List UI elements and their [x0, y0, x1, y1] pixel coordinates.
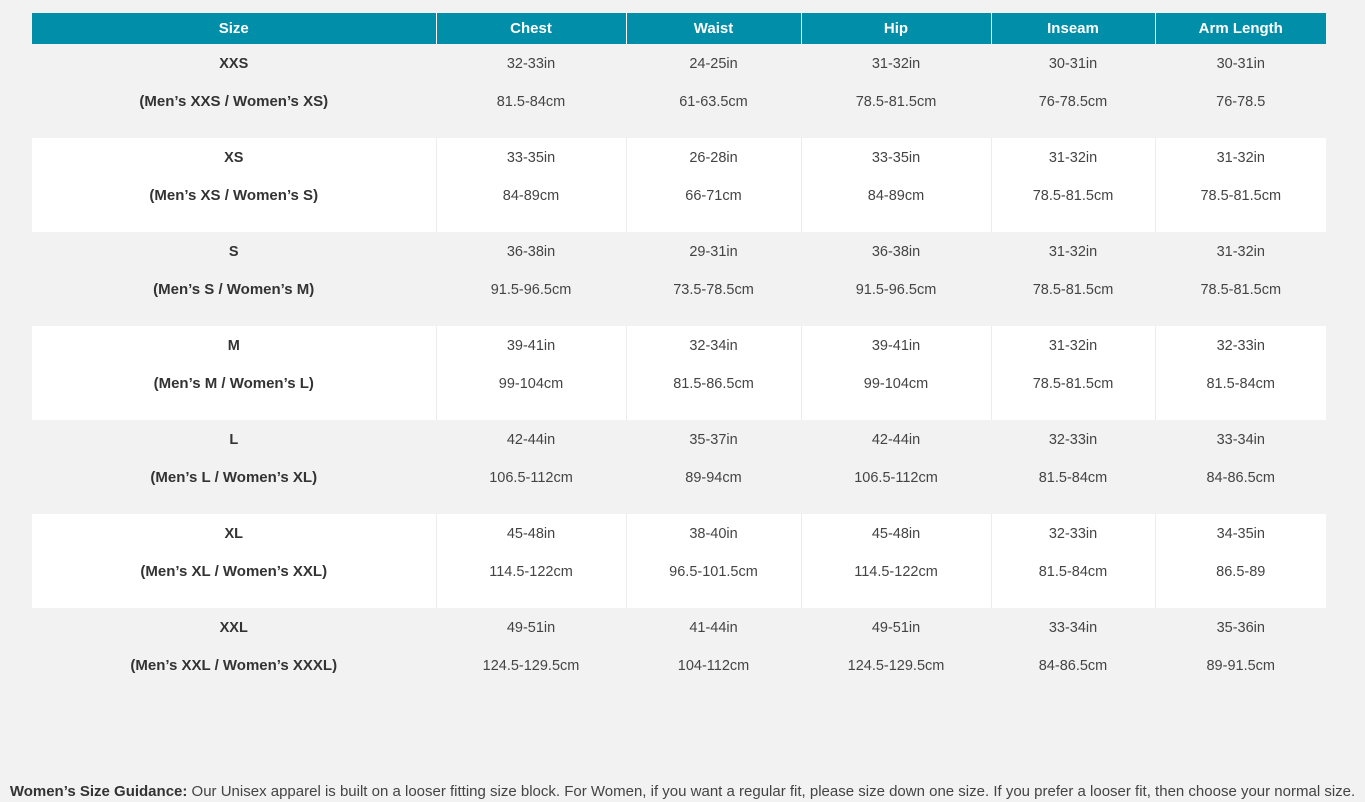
- waist-cell: [626, 326, 801, 420]
- chest-cm: 99-104cm: [498, 376, 564, 392]
- arm-length-cm: 86.5-89: [1216, 564, 1266, 580]
- inseam-cm: 81.5-84cm: [1038, 564, 1108, 580]
- inseam-cm: 81.5-84cm: [1038, 470, 1108, 486]
- size-equivalent: (Men’s L / Women’s XL): [150, 469, 318, 486]
- chest-cell: [436, 232, 626, 326]
- chest-cm: 81.5-84cm: [496, 94, 566, 110]
- size-cell: [32, 326, 436, 420]
- hip-cm: 99-104cm: [863, 376, 929, 392]
- hip-cm: 78.5-81.5cm: [855, 94, 937, 110]
- arm-length-cm: 81.5-84cm: [1206, 376, 1275, 392]
- table-row: [32, 138, 1326, 232]
- hip-inches: 49-51in: [871, 620, 921, 636]
- arm-length-cell: [1155, 608, 1326, 702]
- hip-cm: 84-89cm: [867, 188, 925, 204]
- arm-length-inches: 35-36in: [1216, 620, 1265, 636]
- size-equivalent: (Men’s XXS / Women’s XS): [139, 93, 329, 110]
- chest-cm: 114.5-122cm: [489, 564, 573, 580]
- waist-inches: 41-44in: [689, 620, 738, 636]
- hip-inches: 36-38in: [871, 244, 921, 260]
- size-label: XXS: [219, 56, 249, 72]
- hip-cell: [801, 232, 991, 326]
- table-row: [32, 232, 1326, 326]
- waist-inches: 32-34in: [689, 338, 738, 354]
- waist-inches: 38-40in: [689, 526, 738, 542]
- waist-cm: 104-112cm: [677, 658, 750, 674]
- waist-inches: 29-31in: [689, 244, 738, 260]
- waist-cell: [626, 608, 801, 702]
- waist-cell: [626, 420, 801, 514]
- size-cell: [32, 44, 436, 138]
- header-inseam: Inseam: [991, 13, 1155, 44]
- waist-cm: 89-94cm: [685, 470, 742, 486]
- size-equivalent: (Men’s S / Women’s M): [153, 281, 315, 298]
- inseam-cell: [991, 44, 1155, 138]
- chest-inches: 42-44in: [506, 432, 556, 448]
- size-label: L: [229, 432, 239, 448]
- size-label: S: [228, 244, 239, 260]
- chest-cell: [436, 514, 626, 608]
- arm-length-cell: [1155, 232, 1326, 326]
- inseam-cm: 78.5-81.5cm: [1032, 376, 1114, 392]
- arm-length-cell: [1155, 326, 1326, 420]
- arm-length-cm: 78.5-81.5cm: [1200, 188, 1282, 204]
- waist-inches: 35-37in: [689, 432, 738, 448]
- waist-cm: 73.5-78.5cm: [673, 282, 754, 298]
- hip-cm: 91.5-96.5cm: [855, 282, 937, 298]
- size-cell: [32, 608, 436, 702]
- inseam-cell: [991, 608, 1155, 702]
- waist-inches: 24-25in: [689, 56, 738, 72]
- waist-cell: [626, 44, 801, 138]
- waist-inches: 26-28in: [689, 150, 738, 166]
- size-label: XL: [224, 526, 244, 542]
- header-waist: Waist: [626, 13, 801, 44]
- arm-length-inches: 30-31in: [1216, 56, 1265, 72]
- chest-inches: 39-41in: [506, 338, 556, 354]
- header-size: Size: [32, 13, 436, 44]
- arm-length-inches: 34-35in: [1216, 526, 1265, 542]
- hip-inches: 39-41in: [871, 338, 921, 354]
- waist-cell: [626, 138, 801, 232]
- chest-inches: 45-48in: [506, 526, 556, 542]
- table-row: [32, 326, 1326, 420]
- arm-length-cell: [1155, 514, 1326, 608]
- inseam-cell: [991, 326, 1155, 420]
- hip-cell: [801, 514, 991, 608]
- waist-cm: 96.5-101.5cm: [669, 564, 758, 580]
- size-guidance-note: [0, 781, 1365, 802]
- header-hip: Hip: [801, 13, 991, 44]
- size-equivalent: (Men’s XS / Women’s S): [149, 187, 319, 204]
- table-row: [32, 420, 1326, 514]
- inseam-inches: 30-31in: [1048, 56, 1098, 72]
- arm-length-cm: 84-86.5cm: [1206, 470, 1275, 486]
- chest-cm: 91.5-96.5cm: [490, 282, 572, 298]
- arm-length-inches: 32-33in: [1216, 338, 1265, 354]
- size-cell: [32, 514, 436, 608]
- size-cell: [32, 138, 436, 232]
- waist-cell: [626, 232, 801, 326]
- inseam-cell: [991, 514, 1155, 608]
- inseam-cm: 78.5-81.5cm: [1032, 282, 1114, 298]
- waist-cm: 81.5-86.5cm: [673, 376, 754, 392]
- table-header-row: [32, 13, 1326, 44]
- hip-inches: 31-32in: [871, 56, 921, 72]
- size-label: M: [227, 338, 240, 354]
- arm-length-cm: 89-91.5cm: [1206, 658, 1275, 674]
- arm-length-cell: [1155, 420, 1326, 514]
- arm-length-inches: 33-34in: [1216, 432, 1265, 448]
- size-label: XS: [224, 150, 244, 166]
- table-row: [32, 514, 1326, 608]
- inseam-inches: 33-34in: [1048, 620, 1098, 636]
- inseam-cell: [991, 232, 1155, 326]
- chest-inches: 32-33in: [506, 56, 556, 72]
- hip-cell: [801, 420, 991, 514]
- chest-cell: [436, 608, 626, 702]
- table-row: [32, 44, 1326, 138]
- chest-cm: 124.5-129.5cm: [482, 658, 580, 674]
- inseam-cell: [991, 420, 1155, 514]
- hip-cell: [801, 138, 991, 232]
- chest-cm: 106.5-112cm: [489, 470, 573, 486]
- chest-cell: [436, 326, 626, 420]
- waist-cell: [626, 514, 801, 608]
- chest-cm: 84-89cm: [502, 188, 560, 204]
- inseam-inches: 31-32in: [1048, 338, 1098, 354]
- inseam-cm: 78.5-81.5cm: [1032, 188, 1114, 204]
- hip-cell: [801, 44, 991, 138]
- table-row: [32, 608, 1326, 702]
- inseam-inches: 32-33in: [1048, 526, 1098, 542]
- chest-inches: 33-35in: [506, 150, 556, 166]
- arm-length-inches: 31-32in: [1216, 244, 1265, 260]
- size-label: XXL: [219, 620, 248, 636]
- size-cell: [32, 420, 436, 514]
- size-chart-table: [32, 13, 1326, 702]
- waist-cm: 66-71cm: [685, 188, 742, 204]
- size-equivalent: (Men’s XL / Women’s XXL): [140, 563, 328, 580]
- size-guidance-text: Our Unisex apparel is built on a looser fitting size block. For Women, if you want a regular fit, please size down one size. If you prefer a looser fit, then choose your normal size.: [187, 783, 1356, 800]
- inseam-cm: 76-78.5cm: [1038, 94, 1108, 110]
- hip-cell: [801, 326, 991, 420]
- hip-inches: 42-44in: [871, 432, 921, 448]
- arm-length-cell: [1155, 44, 1326, 138]
- header-arm-length: Arm Length: [1155, 13, 1326, 44]
- inseam-inches: 31-32in: [1048, 150, 1098, 166]
- arm-length-cell: [1155, 138, 1326, 232]
- arm-length-inches: 31-32in: [1216, 150, 1265, 166]
- chest-inches: 36-38in: [506, 244, 556, 260]
- size-equivalent: (Men’s M / Women’s L): [153, 375, 314, 392]
- inseam-inches: 32-33in: [1048, 432, 1098, 448]
- hip-inches: 33-35in: [871, 150, 921, 166]
- hip-cm: 114.5-122cm: [854, 564, 938, 580]
- size-equivalent: (Men’s XXL / Women’s XXXL): [130, 657, 338, 674]
- chest-cell: [436, 44, 626, 138]
- size-guidance-label: Women’s Size Guidance:: [9, 783, 188, 800]
- inseam-inches: 31-32in: [1048, 244, 1098, 260]
- chest-cell: [436, 138, 626, 232]
- waist-cm: 61-63.5cm: [679, 94, 748, 110]
- size-cell: [32, 232, 436, 326]
- hip-inches: 45-48in: [871, 526, 921, 542]
- arm-length-cm: 76-78.5: [1216, 94, 1266, 110]
- inseam-cm: 84-86.5cm: [1038, 658, 1108, 674]
- chest-cell: [436, 420, 626, 514]
- arm-length-cm: 78.5-81.5cm: [1200, 282, 1282, 298]
- hip-cm: 106.5-112cm: [854, 470, 938, 486]
- inseam-cell: [991, 138, 1155, 232]
- chest-inches: 49-51in: [506, 620, 556, 636]
- hip-cm: 124.5-129.5cm: [847, 658, 945, 674]
- header-chest: Chest: [436, 13, 626, 44]
- hip-cell: [801, 608, 991, 702]
